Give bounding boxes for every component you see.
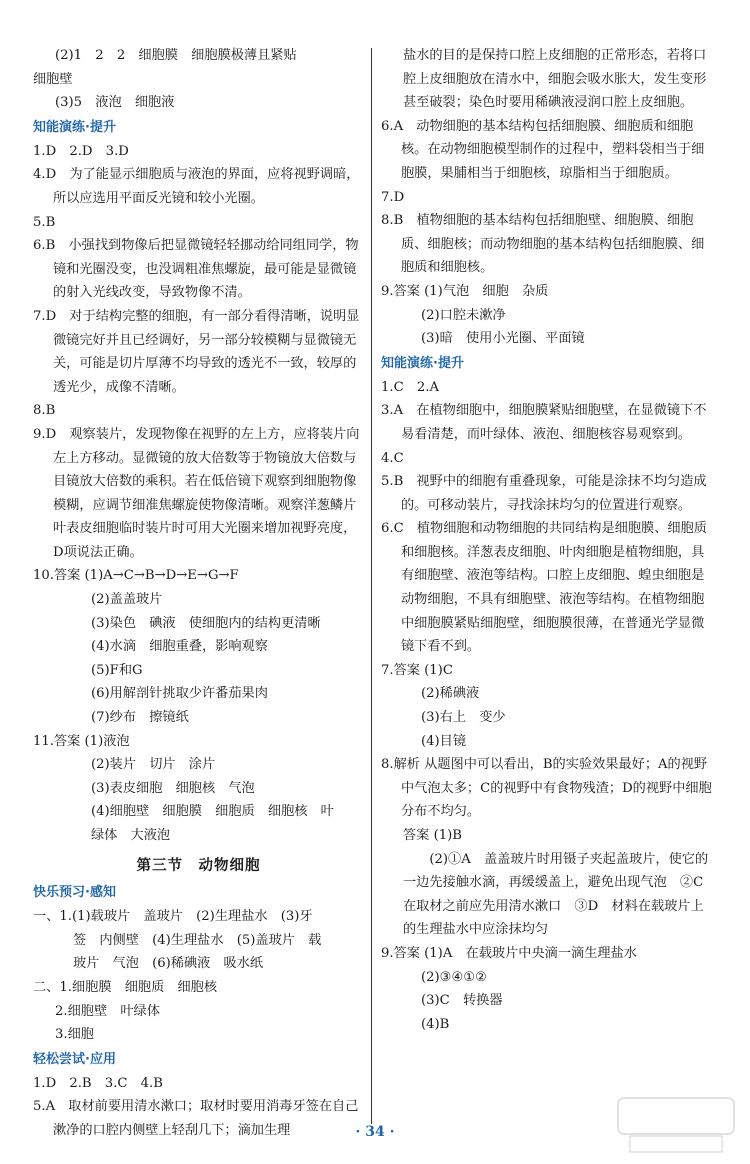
left-line-29: 2.细胞壁 叶绿体 — [55, 1003, 160, 1019]
right-line-13: 7.答案 (1)C — [381, 662, 453, 678]
right-line-6: (3)暗 使用小光圈、平面镜 — [421, 331, 585, 347]
left-line-15: (5)F和G — [91, 662, 143, 678]
left-line-25: 一、1.(1)载玻片 盖玻片 (2)生理盐水 (3)牙 — [33, 909, 313, 925]
left-line-12: (2)盖盖玻片 — [91, 592, 163, 608]
right-line-16: (4)目镜 — [421, 733, 467, 749]
left-line-19: (2)装片 切片 涂片 — [91, 757, 216, 773]
left-line-33: 5.A 取材前要用清水漱口；取材时要用消毒牙签在自己漱净的口腔内侧壁上轻刮几下；滴加生理 — [33, 1099, 359, 1138]
left-line-27: 玻片 气泡 (6)稀碘液 吸水纸 — [73, 956, 264, 972]
right-line-11: 5.B 视野中的细胞有重叠现象，可能是涂抹不均匀造成的。可移动装片，寻找涂抹均匀的位置进行观察。 — [381, 474, 707, 513]
left-line-31: 轻松尝试·应用 — [33, 1051, 116, 1067]
right-line-1: 6.A 动物细胞的基本结构包括细胞膜、细胞质和细胞核。在动物细胞模型制作的过程中，塑料袋相当于细胞膜，果脯相当于细胞核，琼脂相当于细胞质。 — [381, 118, 705, 181]
left-line-3: 知能演练·提升 — [33, 119, 116, 135]
right-column — [381, 44, 716, 1036]
watermark-logo — [616, 1096, 736, 1156]
left-line-18: 11.答案 (1)液泡 — [33, 733, 130, 749]
left-line-17: (7)纱布 擦镜纸 — [91, 710, 189, 726]
right-line-19: (2)①A 盖盖玻片时用镊子夹起盖玻片，使它的一边先接触水滴，再缓缓盖上，避免出现气泡 ②C 在取材之前应先用清水漱口 ③D 材料在载玻片上的生理盐水中应涂抹均匀 — [403, 851, 717, 938]
left-line-10: 9.D 观察装片，发现物像在视野的左上方，应将装片向左上方移动。显微镜的放大倍数等于物镜放大倍数与目镜放大倍数的乘积。若在低倍镜下观察到细胞物像模糊，应调节细准焦螺旋使物像清晰。观察洋葱鳞片叶表皮细胞临时装片时可用大光圈来增加视野亮度，D项说法正确。 — [33, 426, 360, 560]
column-divider — [371, 48, 372, 1124]
right-line-2: 7.D — [381, 189, 405, 205]
left-line-9: 8.B — [33, 403, 56, 419]
right-line-4: 9.答案 (1)气泡 细胞 杂质 — [381, 283, 549, 299]
left-line-16: (6)用解剖针挑取少许番茄果肉 — [91, 686, 268, 702]
left-line-4: 1.D 2.D 3.D — [33, 143, 129, 159]
left-line-26: 签 内侧壁 (4)生理盐水 (5)盖玻片 载 — [73, 932, 322, 948]
right-line-8: 1.C 2.A — [381, 379, 439, 395]
right-line-18: 答案 (1)B — [403, 828, 462, 843]
left-line-8: 7.D 对于结构完整的细胞，有一部分看得清晰，说明显微镜完好并且已经调好，另一部分较模糊与显微镜无关，可能是切片厚薄不均导致的透光不一致，较厚的透光少，成像不清晰。 — [33, 308, 360, 395]
left-line-28: 二、1.细胞膜 细胞质 细胞核 — [33, 979, 218, 995]
right-line-14: (2)稀碘液 — [421, 686, 480, 702]
left-line-23: 第三节 动物细胞 — [136, 856, 261, 874]
right-line-21: (2)③④①② — [421, 969, 487, 985]
left-line-20: (3)表皮细胞 细胞核 气泡 — [91, 780, 255, 796]
page-number: · 34 · — [355, 1124, 395, 1140]
right-line-5: (2)口腔未漱净 — [421, 307, 506, 323]
left-line-2: (3)5 液泡 细胞液 — [55, 95, 175, 111]
right-line-12: 6.C 植物细胞和动物细胞的共同结构是细胞膜、细胞质和细胞核。洋葱表皮细胞、叶肉细胞是植物细胞，具有细胞壁、液泡等结构。口腔上皮细胞、蝗虫细胞是动物细胞，不具有细胞壁、液泡等结构。在植物细胞中细胞膜紧贴细胞壁，细胞膜很薄，在普通光学显微镜下看不到。 — [381, 521, 707, 655]
left-line-13: (3)染色 碘液 使细胞内的结构更清晰 — [91, 615, 321, 631]
right-line-10: 4.C — [381, 450, 404, 466]
right-line-3: 8.B 植物细胞的基本结构包括细胞壁、细胞膜、细胞质、细胞核；而动物细胞的基本结构包括细胞膜、细胞质和细胞核。 — [381, 213, 705, 276]
right-line-15: (3)右上 变少 — [421, 710, 506, 726]
left-line-7: 6.B 小强找到物像后把显微镜轻轻挪动给同组同学，物镜和光圈没变，也没调粗准焦螺旋，最可能是显微镜的射入光线改变，导致物像不清。 — [33, 238, 359, 301]
right-line-23: (4)B — [421, 1016, 450, 1032]
left-line-6: 5.B — [33, 214, 56, 230]
left-line-24: 快乐预习·感知 — [33, 885, 116, 901]
right-line-0: 盐水的目的是保持口腔上皮细胞的正常形态，若将口腔上皮细胞放在清水中，细胞会吸水胀大，发生变形甚至破裂；染色时要用稀碘液浸润口腔上皮细胞。 — [403, 48, 707, 111]
right-line-22: (3)C 转换器 — [421, 993, 503, 1009]
left-line-21: (4)细胞壁 细胞膜 细胞质 细胞核 叶 — [91, 804, 334, 820]
left-line-22: 绿体 大液泡 — [91, 828, 171, 843]
right-line-9: 3.A 在植物细胞中，细胞膜紧贴细胞壁，在显微镜下不易看清楚，而叶绿体、液泡、细胞核容易观察到。 — [381, 403, 707, 442]
left-line-11: 10.答案 (1)A→C→B→D→E→G→F — [33, 568, 239, 584]
right-line-17: 8.解析 从题图中可以看出，B的实验效果最好；A的视野中气泡太多；C的视野中有食物残渣；D的视野中细胞分布不均匀。 — [381, 757, 712, 820]
left-line-5: 4.D 为了能显示细胞质与液泡的界面，应将视野调暗，所以应选用平面反光镜和较小光圈。 — [33, 167, 360, 206]
left-line-0: (2)1 2 2 细胞膜 细胞膜极薄且紧贴 — [55, 48, 297, 63]
left-line-1: 细胞壁 — [33, 71, 73, 87]
left-line-30: 3.细胞 — [55, 1027, 94, 1043]
left-line-14: (4)水滴 细胞重叠，影响观察 — [91, 639, 268, 655]
right-line-20: 9.答案 (1)A 在载玻片中央滴一滴生理盐水 — [381, 945, 637, 961]
left-column — [33, 44, 364, 1143]
left-line-32: 1.D 2.B 3.C 4.B — [33, 1075, 163, 1091]
right-line-7: 知能演练·提升 — [381, 355, 464, 371]
